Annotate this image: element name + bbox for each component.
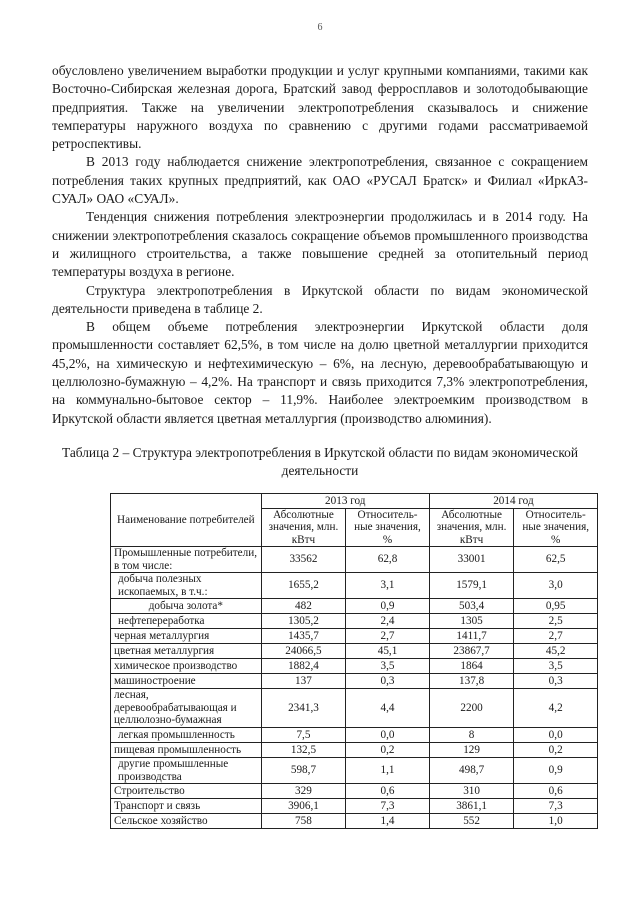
table-row [111,814,598,829]
consumer-name-cell: Строительство [111,784,262,799]
rel-2014-cell: 0,0 [514,728,598,743]
abs-2013-cell: 482 [261,599,346,614]
abs-2014-cell: 503,4 [429,599,514,614]
abs-2013-cell: 132,5 [261,743,346,758]
table-row [111,599,598,614]
consumer-name-cell: добыча золота* [111,599,262,614]
rel-2014-cell: 3,0 [514,573,598,599]
abs-2014-cell: 552 [429,814,514,829]
table-caption: Таблица 2 – Структура электропотребления в Иркутской области по видам экономической деятельности [61,445,579,479]
page-number: 6 [317,22,323,33]
rel-2013-cell: 0,9 [346,599,430,614]
rel-2014-cell: 1,0 [514,814,598,829]
rel-2014-cell: 0,2 [514,743,598,758]
abs-2013-cell: 598,7 [261,758,346,784]
consumer-name-cell: Промышленные потребители, в том числе: [111,547,262,573]
abs-2013-cell: 1305,2 [261,614,346,629]
rel-2013-cell: 45,1 [346,644,430,659]
consumer-name-cell: пищевая промышленность [111,743,262,758]
header-rel-2013: Относитель-ные значения, % [346,509,430,547]
table-row [111,629,598,644]
header-year-2013: 2013 год [261,494,429,509]
rel-2013-cell: 0,0 [346,728,430,743]
consumer-name-cell: цветная металлургия [111,644,262,659]
paragraph: В 2013 году наблюдается снижение электропотребления, связанное с сокращением потребления таких крупных предприятий, как ОАО «РУСАЛ Братск» и Филиал «ИркАЗ-СУАЛ» ОАО «СУАЛ». [52,154,588,207]
consumer-name-cell: Транспорт и связь [111,799,262,814]
rel-2013-cell: 2,4 [346,614,430,629]
abs-2013-cell: 1655,2 [261,573,346,599]
consumer-name-cell: Сельское хозяйство [111,814,262,829]
rel-2014-cell: 3,5 [514,659,598,674]
abs-2013-cell: 24066,5 [261,644,346,659]
abs-2014-cell: 1579,1 [429,573,514,599]
rel-2014-cell: 0,3 [514,674,598,689]
abs-2013-cell: 1435,7 [261,629,346,644]
abs-2014-cell: 8 [429,728,514,743]
abs-2013-cell: 1882,4 [261,659,346,674]
rel-2013-cell: 0,2 [346,743,430,758]
rel-2013-cell: 2,7 [346,629,430,644]
abs-2013-cell: 329 [261,784,346,799]
consumer-name-cell: добыча полезных ископаемых, в т.ч.: [111,573,262,599]
rel-2014-cell: 2,5 [514,614,598,629]
table-row [111,674,598,689]
consumer-name-cell: нефтепереработка [111,614,262,629]
abs-2014-cell: 310 [429,784,514,799]
consumer-name-cell: лесная, деревообрабатывающая и целлюлозно-бумажная [111,689,262,728]
rel-2013-cell: 1,1 [346,758,430,784]
rel-2014-cell: 62,5 [514,547,598,573]
abs-2014-cell: 3861,1 [429,799,514,814]
rel-2013-cell: 3,5 [346,659,430,674]
abs-2014-cell: 2200 [429,689,514,728]
table-row [111,573,598,599]
abs-2014-cell: 1305 [429,614,514,629]
consumer-name-cell: черная металлургия [111,629,262,644]
abs-2013-cell: 33562 [261,547,346,573]
paragraph: В общем объеме потребления электроэнергии Иркутской области доля промышленности составляет 62,5%, в том числе на долю цветной металлургии приходится 45,2%, на химическую и нефтехимическую – 6%, на лесную, деревообрабатывающую и целлюлозно-бумажную – 4,2%. На транспорт и связь приходится 7,3% электропотребления, на коммунально-бытовое сектор – 11,9%. Наиболее электроемким производством в Иркутской области является цветная металлургия (производство алюминия). [52,319,588,426]
abs-2013-cell: 137 [261,674,346,689]
consumer-name-cell: другие промышленные производства [111,758,262,784]
header-abs-2013: Абсолютные значения, млн. кВтч [261,509,346,547]
rel-2013-cell: 7,3 [346,799,430,814]
header-year-2014: 2014 год [429,494,597,509]
consumer-name-cell: химическое производство [111,659,262,674]
header-abs-2014: Абсолютные значения, млн. кВтч [429,509,514,547]
table-row [111,547,598,573]
paragraph: Структура электропотребления в Иркутской области по видам экономической деятельности приведена в таблице 2. [52,282,588,316]
table-row [111,758,598,784]
abs-2013-cell: 758 [261,814,346,829]
abs-2014-cell: 498,7 [429,758,514,784]
rel-2014-cell: 7,3 [514,799,598,814]
consumer-name-cell: машиностроение [111,674,262,689]
rel-2013-cell: 1,4 [346,814,430,829]
abs-2014-cell: 1864 [429,659,514,674]
rel-2014-cell: 0,6 [514,784,598,799]
rel-2013-cell: 62,8 [346,547,430,573]
header-consumer-name: Наименование потребителей [111,494,262,547]
rel-2014-cell: 45,2 [514,644,598,659]
table-row [111,784,598,799]
abs-2014-cell: 1411,7 [429,629,514,644]
table-row [111,743,598,758]
table-row [111,728,598,743]
table-row [111,799,598,814]
body-text [52,62,588,428]
abs-2014-cell: 129 [429,743,514,758]
rel-2013-cell: 0,3 [346,674,430,689]
rel-2014-cell: 0,9 [514,758,598,784]
abs-2013-cell: 3906,1 [261,799,346,814]
consumer-name-cell: легкая промышленность [111,728,262,743]
abs-2013-cell: 2341,3 [261,689,346,728]
table-row [111,614,598,629]
table-body [111,547,598,829]
rel-2013-cell: 3,1 [346,573,430,599]
abs-2013-cell: 7,5 [261,728,346,743]
abs-2014-cell: 137,8 [429,674,514,689]
table-row [111,689,598,728]
rel-2013-cell: 4,4 [346,689,430,728]
rel-2014-cell: 4,2 [514,689,598,728]
table-row [111,644,598,659]
abs-2014-cell: 33001 [429,547,514,573]
abs-2014-cell: 23867,7 [429,644,514,659]
table-row [111,659,598,674]
header-rel-2014: Относитель-ные значения, % [514,509,598,547]
rel-2014-cell: 0,95 [514,599,598,614]
paragraph: Тенденция снижения потребления электроэнергии продолжилась и в 2014 году. На снижении электропотребления сказалось сокращение объемов промышленного производства и жилищного строительства, а также повышение средней за отопительный период температуры воздуха в регионе. [52,209,588,280]
rel-2014-cell: 2,7 [514,629,598,644]
consumption-table [110,493,598,829]
rel-2013-cell: 0,6 [346,784,430,799]
paragraph: обусловлено увеличением выработки продукции и услуг крупными компаниями, такими как Восточно-Сибирская железная дорога, Братский завод ферросплавов и золотодобывающие предприятия. Также на увеличении электропотребления сказывалось и снижение температуры наружного воздуха по сравнению с другими годами рассматриваемой ретроспективы. [52,63,588,152]
